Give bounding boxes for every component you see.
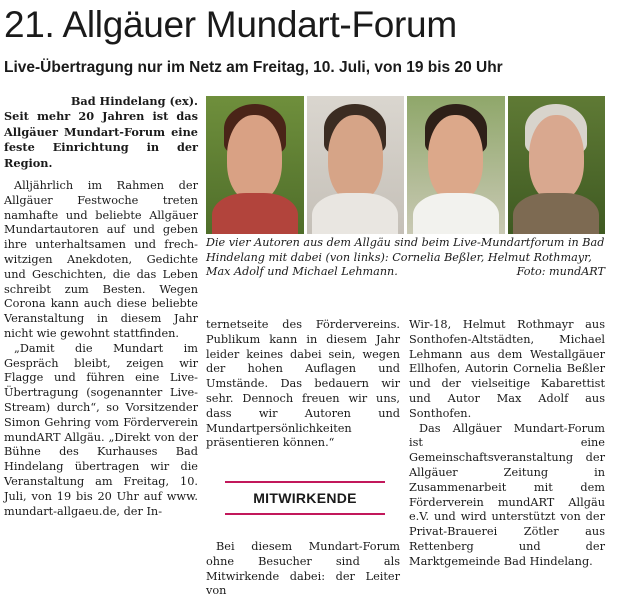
photo-caption — [206, 236, 605, 280]
subheadline: Live-Übertragung nur im Netz am Freitag, 10. Juli, von 19 bis 20 Uhr — [4, 59, 503, 76]
portrait-cornelia — [206, 96, 304, 234]
portrait-helmut — [307, 96, 405, 234]
body-paragraph: ternetseite des Fördervereins. Publikum kann in diesem Jahr leider keines dabei sein, wegen der hohen Auflagen und Umstände. Das bedauern wir sehr. Dennoch freuen wir uns, dass wir Autoren und Mundartpersönlichkeiten präsentieren können.“ — [206, 318, 400, 450]
body-paragraph: Bei diesem Mundart-Forum ohne Besucher sind als Mitwirkende dabei: der Leiter von — [206, 540, 400, 598]
section-rule — [225, 513, 385, 515]
section-heading: MITWIRKENDE — [253, 490, 357, 506]
body-paragraph: „Damit die Mundart im Gespräch bleibt, zeigen wir Flagge und führen eine Live-Übertragung (sogenannter Live-Stream) durch“, so Vorsitzender Simon Gehring vom Förderverein mundART Allgäu. „Direkt von der Bühne des Kurhauses Bad Hindelang übertragen wir die Veranstaltung am Freitag, 10. Juli, von 19 bis 20 Uhr auf www. mundart-allgaeu.de, der In- — [4, 341, 198, 518]
photo-credit: Foto: mundART — [516, 265, 605, 279]
headline: 21. Allgäuer Mundart-Forum — [4, 4, 457, 45]
author-photo — [206, 96, 605, 234]
portrait-max — [407, 96, 505, 234]
lead-text: Seit mehr 20 Jahren ist das Allgäuer Mundart-Forum eine feste Einrichtung in der Region. — [4, 108, 198, 171]
caption-text: Die vier Autoren aus dem Allgäu sind beim Live-Mundartforum in Bad Hindelang mit dabei (von links): Cornelia Beßler, Helmut Rothmayr, Max Adolf und Michael Lehmann. — [206, 236, 605, 279]
body-paragraph: Das Allgäuer Mundart-Forum ist eine Gemeinschaftsveranstaltung der Allgäuer Zeitung in Zusammenarbeit mit dem Förderverein mundART Allgäu e.V. und wird unterstützt von der Privat-Brauerei Zötler aus Rettenberg und der Marktgemeinde Bad Hindelang. — [409, 421, 605, 568]
dateline: Bad Hindelang (ex). — [70, 94, 198, 108]
section-rule — [225, 481, 385, 483]
portrait-michael — [508, 96, 606, 234]
body-paragraph: Alljährlich im Rahmen der Allgäuer Festwoche treten namhafte und beliebte Allgäuer Mundartautoren auf und geben ihre unterhaltsamen und frech-witzigen Anekdoten, Gedichte und Geschichten, die das Leben schreibt zum Besten. Wegen Corona kann auch diese beliebte Veranstaltung in diesem Jahr nicht wie gewohnt stattfinden. — [4, 178, 198, 340]
body-paragraph: Wir-18, Helmut Rothmayr aus Sonthofen-Altstädten, Michael Lehmann aus dem Westallgäuer Ellhofen, Autorin Cornelia Beßler und der vielseitige Kabarettist und Autor Max Adolf aus Sonthofen. — [409, 318, 605, 420]
article-column-3 — [409, 318, 605, 570]
article-column-2 — [206, 318, 400, 451]
lead-paragraph — [4, 94, 198, 172]
article-column-2-continued — [206, 540, 400, 599]
article-column-1 — [4, 94, 198, 519]
